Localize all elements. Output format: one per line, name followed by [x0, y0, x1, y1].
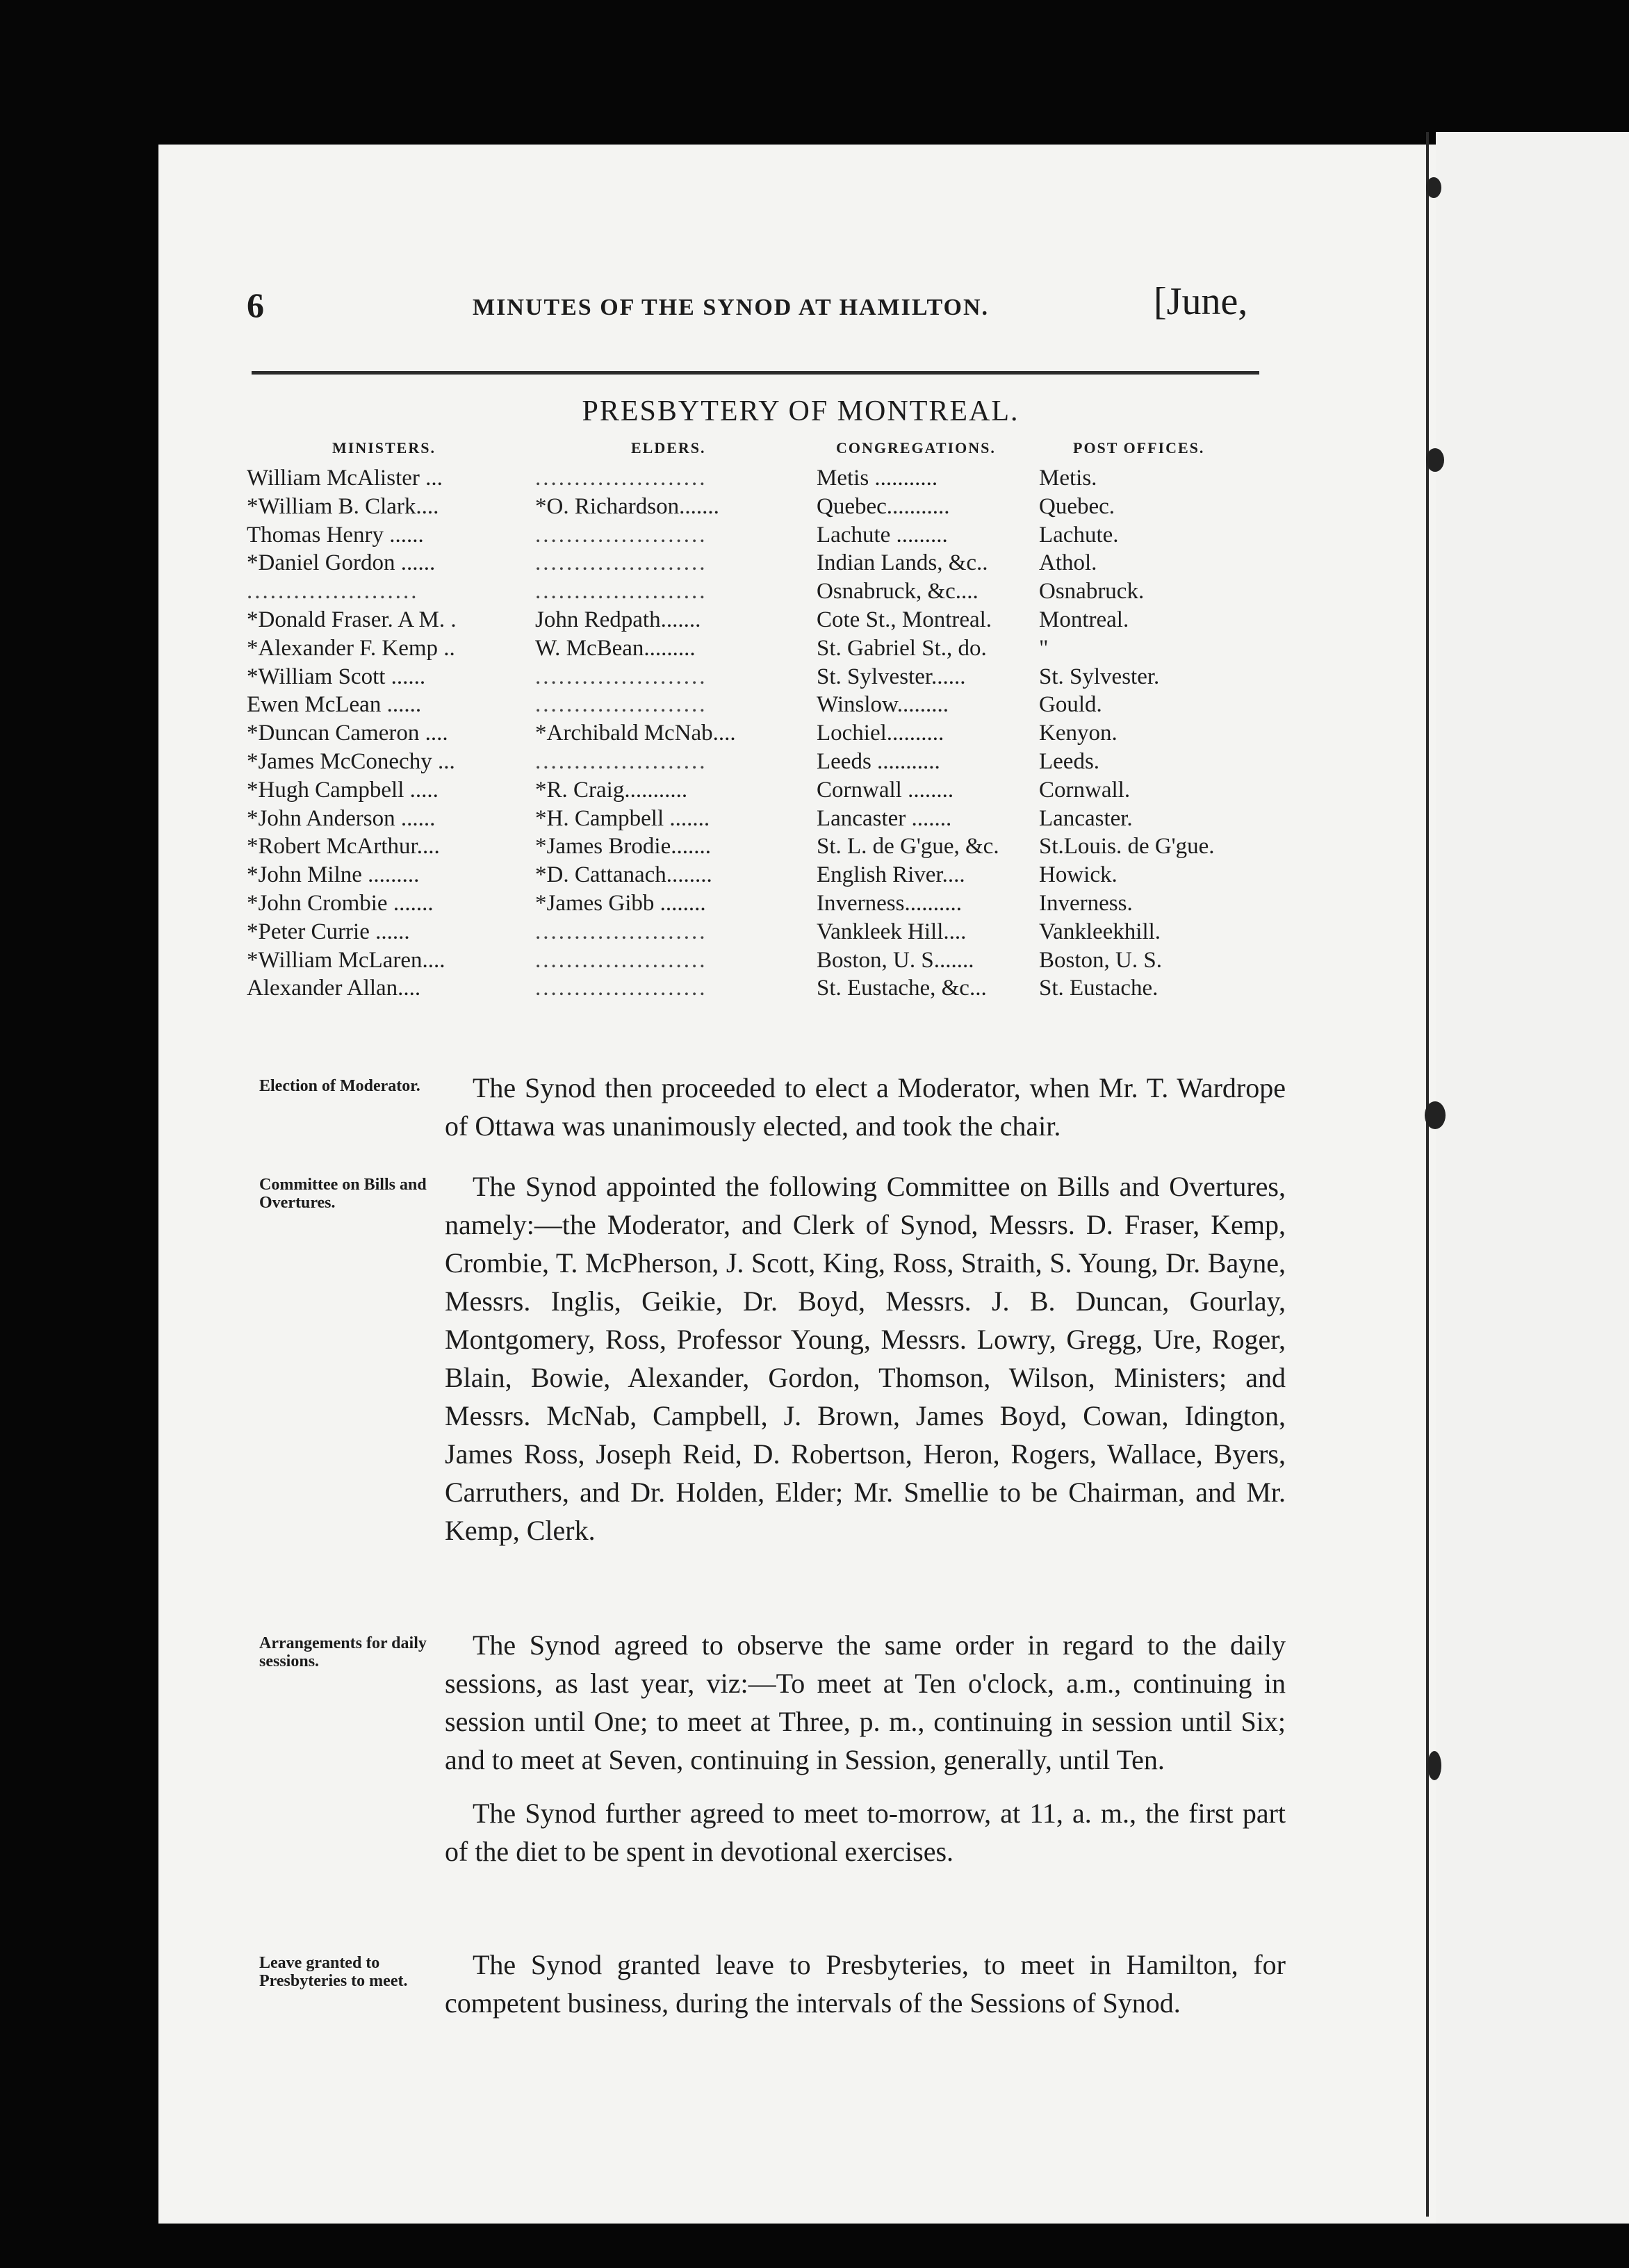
roster-congregation: Indian Lands, &c.. [817, 550, 988, 576]
roster-row [247, 634, 1261, 663]
binding-mark [1425, 1101, 1446, 1129]
roster-minister: *Peter Currie ...... [247, 919, 410, 944]
roster-minister: *Hugh Campbell ..... [247, 777, 439, 803]
facing-page-edge [1436, 132, 1629, 2224]
roster-post-office: Cornwall. [1039, 777, 1131, 803]
roster-post-office: " [1039, 635, 1049, 661]
running-title: MINUTES OF THE SYNOD AT HAMILTON. [473, 295, 990, 320]
roster-row [247, 521, 1261, 550]
roster-elder: *Archibald McNab.... [535, 721, 736, 746]
roster-congregation: Osnabruck, &c.... [817, 579, 979, 605]
paragraph: The Synod further agreed to meet to-morrow, at 11, a. m., the first part of the diet to be spent in devotional exercises. [445, 1798, 1286, 1867]
page-number: 6 [247, 286, 264, 324]
binding-mark [1426, 448, 1444, 472]
roster-congregation: St. Gabriel St., do. [817, 635, 987, 661]
running-header [247, 280, 1261, 340]
roster-elder: ...................... [535, 748, 707, 774]
roster-congregation: Metis ........... [817, 466, 938, 491]
roster-congregation: Cornwall ........ [817, 777, 954, 803]
roster-elder: ...................... [535, 550, 707, 576]
roster-minister: ...................... [247, 579, 419, 605]
roster-row [247, 805, 1261, 833]
roster-post-office: Howick. [1039, 862, 1118, 888]
roster-congregation: Leeds ........... [817, 748, 940, 774]
section-title [0, 395, 1629, 428]
roster-elder: ...................... [535, 579, 707, 605]
roster-post-office: Quebec. [1039, 493, 1115, 519]
roster-post-office: Metis. [1039, 466, 1097, 491]
margin-note: Committee on Bills and Overtures. [259, 1176, 427, 1212]
roster-row [247, 691, 1261, 719]
roster-post-office: Leeds. [1039, 748, 1100, 774]
roster-row [247, 974, 1261, 1003]
roster-minister: William McAlister ... [247, 466, 443, 491]
roster-elder: ...................... [535, 664, 707, 689]
col-head-post-offices: POST OFFICES. [1073, 439, 1205, 457]
roster-row [247, 889, 1261, 918]
roster-post-office: Athol. [1039, 550, 1097, 576]
roster-elder: *R. Craig........... [535, 777, 688, 803]
date-fragment: [June, [1154, 280, 1248, 323]
paragraph-block [445, 1946, 1286, 2022]
roster-elder: *H. Campbell ....... [535, 805, 710, 831]
paragraph: The Synod appointed the following Committee on Bills and Overtures, namely:—the Moderator, and Clerk of Synod, Messrs. D. Fraser, Kemp, Crombie, T. McPherson, J. Scott, King, Ross, Straith, S. Young, Dr. Bayne, Messrs. Inglis, Geikie, Dr. Boyd, Messrs. J. B. Duncan, Gourlay, Montgomery, Ross, Professor Young, Messrs. Lowry, Gregg, Ure, Roger, Blain, Bowie, Alexander, Gordon, Thomson, Wilson, Ministers; and Messrs. McNab, Campbell, J. Brown, James Boyd, Cowan, Idington, James Ross, Joseph Reid, D. Robertson, Heron, Rogers, Wallace, Byers, Carruthers, and Dr. Holden, Elder; Mr. Smellie to be Chairman, and Mr. Kemp, Clerk. [445, 1171, 1286, 1546]
roster-elder: *James Gibb ........ [535, 890, 706, 916]
roster-congregation: English River.... [817, 862, 965, 888]
paragraph: The Synod then proceeded to elect a Moderator, when Mr. T. Wardrope of Ottawa was unanimously elected, and took the chair. [445, 1072, 1286, 1142]
roster-post-office: Lachute. [1039, 522, 1119, 548]
roster-congregation: Boston, U. S....... [817, 947, 974, 973]
roster-elder: *D. Cattanach........ [535, 862, 712, 888]
roster-elder: ...................... [535, 466, 707, 491]
paragraph-block [445, 1069, 1286, 1145]
roster-congregation: Vankleek Hill.... [817, 919, 967, 944]
roster-row [247, 748, 1261, 776]
roster-post-office: Osnabruck. [1039, 579, 1145, 605]
roster-post-office: Lancaster. [1039, 805, 1133, 831]
col-head-elders: ELDERS. [631, 439, 706, 457]
roster-congregation: Inverness.......... [817, 890, 962, 916]
section-title-text: PRESBYTERY OF MONTREAL. [582, 395, 1020, 427]
roster-row [247, 663, 1261, 691]
paragraph: The Synod granted leave to Presbyteries, to meet in Hamilton, for competent business, during the intervals of the Sessions of Synod. [445, 1949, 1286, 2019]
roster-elder: ...................... [535, 947, 707, 973]
roster-post-office: Gould. [1039, 692, 1102, 718]
roster-congregation: St. L. de G'gue, &c. [817, 834, 999, 860]
paragraph-block [445, 1167, 1286, 1550]
roster-elder: *James Brodie....... [535, 834, 711, 860]
roster-congregation: Winslow......... [817, 692, 949, 718]
roster-elder: ...................... [535, 919, 707, 944]
roster-row [247, 577, 1261, 606]
roster-congregation: Cote St., Montreal. [817, 607, 992, 632]
roster-congregation: Lochiel.......... [817, 721, 944, 746]
binding-edge [1426, 132, 1429, 2217]
roster-row [247, 776, 1261, 805]
roster-row [247, 832, 1261, 861]
roster-minister: *William B. Clark.... [247, 493, 439, 519]
roster-minister: *Alexander F. Kemp .. [247, 635, 455, 661]
roster-minister: *John Milne ......... [247, 862, 420, 888]
roster-minister: *Robert McArthur.... [247, 834, 440, 860]
roster-congregation: St. Eustache, &c... [817, 976, 987, 1001]
binding-mark [1427, 1751, 1441, 1780]
roster-post-office: Montreal. [1039, 607, 1129, 632]
roster-elder: ...................... [535, 976, 707, 1001]
roster-post-office: Inverness. [1039, 890, 1133, 916]
margin-note: Arrangements for daily sessions. [259, 1634, 427, 1670]
roster-minister: *Daniel Gordon ...... [247, 550, 436, 576]
roster-minister: *Donald Fraser. A M. . [247, 607, 457, 632]
roster-minister: Thomas Henry ...... [247, 522, 424, 548]
roster-table [247, 464, 1261, 1003]
roster-elder: *O. Richardson....... [535, 493, 719, 519]
margin-note: Election of Moderator. [259, 1077, 420, 1095]
roster-elder: W. McBean......... [535, 635, 696, 661]
roster-congregation: St. Sylvester...... [817, 664, 966, 689]
roster-post-office: Boston, U. S. [1039, 947, 1162, 973]
roster-row [247, 946, 1261, 975]
roster-post-office: Vankleekhill. [1039, 919, 1161, 944]
binding-mark [1426, 177, 1441, 198]
roster-row [247, 719, 1261, 748]
roster-minister: *James McConechy ... [247, 748, 455, 774]
roster-row [247, 464, 1261, 493]
col-head-ministers: MINISTERS. [332, 439, 436, 457]
margin-note: Leave granted to Presbyteries to meet. [259, 1954, 408, 1990]
roster-minister: *William McLaren.... [247, 947, 445, 973]
roster-minister: Ewen McLean ...... [247, 692, 422, 718]
roster-row [247, 606, 1261, 634]
roster-minister: *William Scott ...... [247, 664, 426, 689]
roster-minister: *Duncan Cameron .... [247, 721, 448, 746]
roster-post-office: St. Eustache. [1039, 976, 1159, 1001]
roster-elder: ...................... [535, 522, 707, 548]
roster-post-office: Kenyon. [1039, 721, 1118, 746]
roster-congregation: Quebec........... [817, 493, 950, 519]
roster-row [247, 493, 1261, 521]
roster-minister: *John Crombie ....... [247, 890, 434, 916]
roster-post-office: St. Sylvester. [1039, 664, 1160, 689]
header-rule [252, 371, 1259, 375]
roster-row [247, 861, 1261, 889]
roster-elder: John Redpath....... [535, 607, 701, 632]
roster-row [247, 918, 1261, 946]
roster-congregation: Lancaster ....... [817, 805, 952, 831]
roster-congregation: Lachute ......... [817, 522, 948, 548]
roster-minister: Alexander Allan.... [247, 976, 421, 1001]
roster-minister: *John Anderson ...... [247, 805, 436, 831]
roster-post-office: St.Louis. de G'gue. [1039, 834, 1215, 860]
roster-row [247, 549, 1261, 577]
col-head-congregations: CONGREGATIONS. [836, 439, 996, 457]
roster-elder: ...................... [535, 692, 707, 718]
paragraph-block [445, 1626, 1286, 1871]
paragraph: The Synod agreed to observe the same order in regard to the daily sessions, as last year, viz:—To meet at Ten o'clock, a.m., continuing in session until One; to meet at Three, p. m., continuing in session until Six; and to meet at Seven, continuing in Session, generally, until Ten. [445, 1629, 1286, 1775]
